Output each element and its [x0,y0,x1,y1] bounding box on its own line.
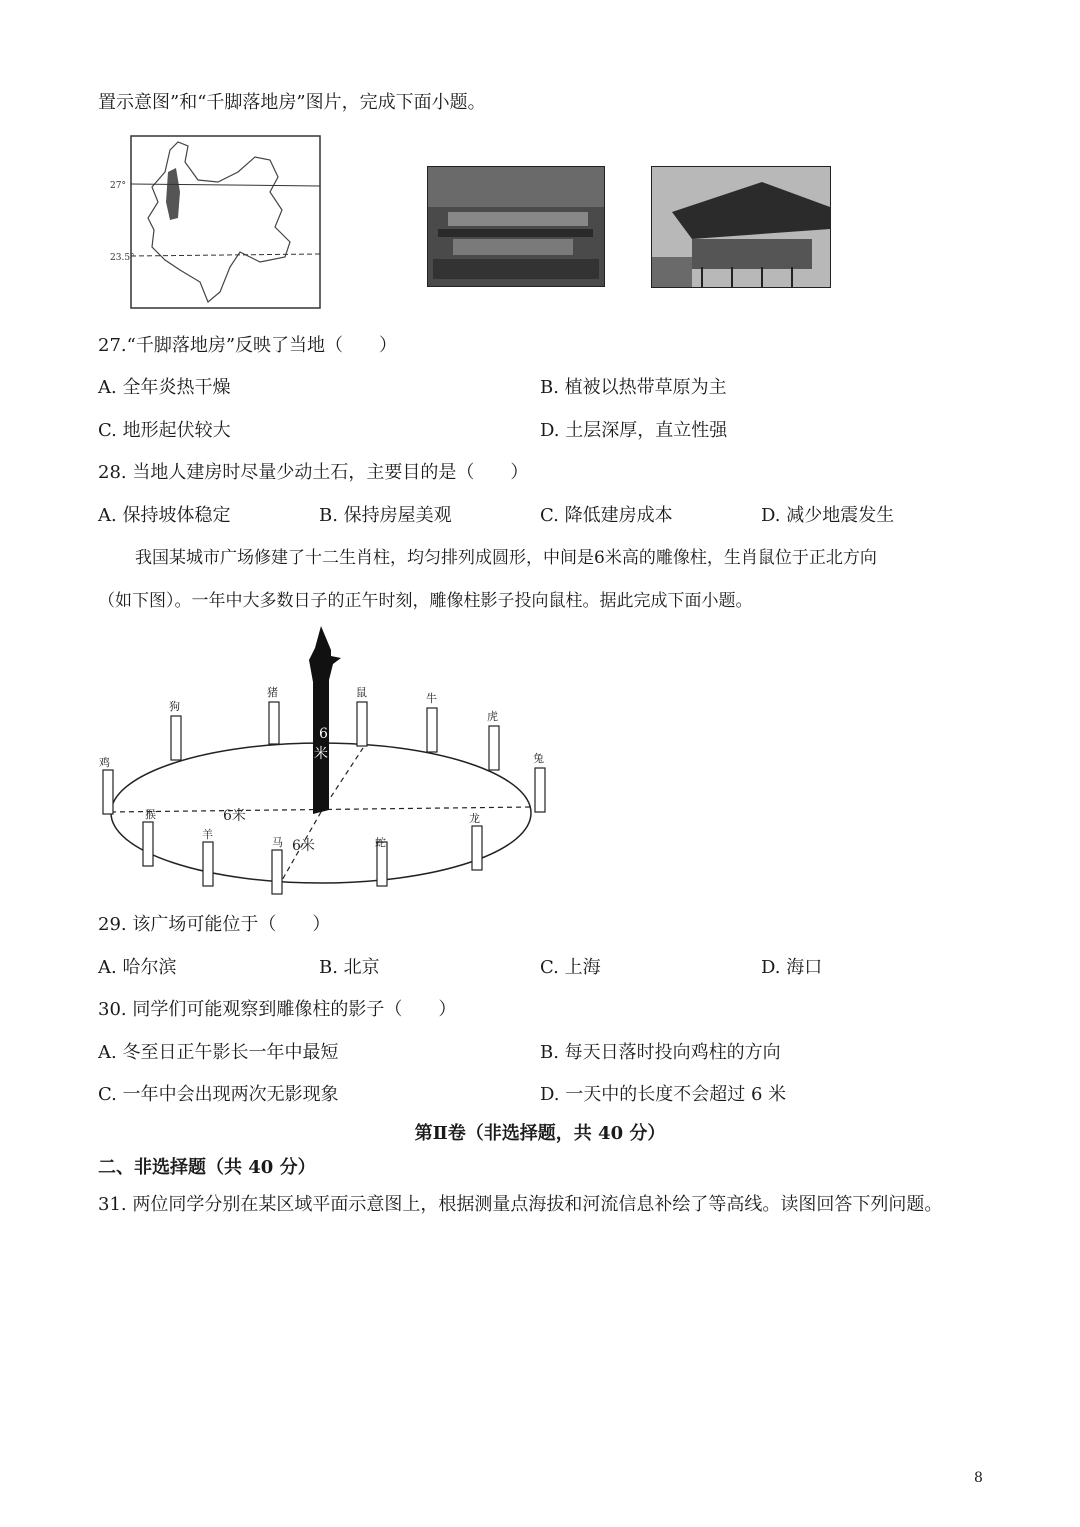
q27-option-a: A. 全年炎热干燥 [98,377,231,398]
zodiac-label-tiger: 虎 [487,710,498,723]
q27-option-b: B. 植被以热带草原为主 [540,377,727,398]
zodiac-label-pig: 猪 [267,686,278,699]
statue-height-label-1: 6 [319,726,328,742]
passage-line-2: （如下图）。一年中大多数日子的正午时刻，雕像柱影子投向鼠柱。据此完成下面小题。 [98,591,753,611]
house-photo-1 [427,166,605,287]
q29-option-b: B. 北京 [319,957,380,978]
zodiac-label-snake: 蛇 [375,836,386,849]
q28-stem: 28. 当地人建房时尽量少动土石，主要目的是（ ） [98,462,529,483]
zodiac-label-rooster: 鸡 [99,756,110,769]
q30-option-b: B. 每天日落时投向鸡柱的方向 [540,1042,781,1063]
q29-option-c: C. 上海 [540,957,601,978]
section2-title: 第Ⅱ卷（非选择题，共 40 分） [414,1123,666,1144]
zodiac-label-monkey: 猴 [145,808,156,821]
lat-27-label: 27° [110,181,126,191]
q28-option-b: B. 保持房屋美观 [319,505,452,526]
zodiac-label-rabbit: 兔 [533,752,544,765]
zodiac-label-ox: 牛 [426,692,437,705]
house-photo-2 [651,166,831,288]
zodiac-plaza-diagram [95,620,555,900]
q28-option-c: C. 降低建房成本 [540,505,673,526]
q30-option-c: C. 一年中会出现两次无影现象 [98,1084,339,1105]
q30-option-a: A. 冬至日正午影长一年中最短 [98,1042,339,1063]
passage-line-1: 我国某城市广场修建了十二生肖柱，均匀排列成圆形，中间是6米高的雕像柱，生肖鼠位于正北方向 [135,548,877,568]
q29-option-d: D. 海口 [761,957,823,978]
zodiac-label-horse: 马 [272,836,283,849]
q30-stem: 30. 同学们可能观察到雕像柱的影子（ ） [98,999,457,1020]
section2-heading: 二、非选择题（共 40 分） [98,1157,316,1178]
q28-option-d: D. 减少地震发生 [761,505,895,526]
q27-option-c: C. 地形起伏较大 [98,420,231,441]
yunnan-map [110,132,325,312]
radius-label-west: 6米 [223,808,246,824]
zodiac-label-goat: 羊 [202,828,213,841]
lat-23-label: 23.5° [110,253,135,263]
statue-height-label-2: 米 [314,746,328,762]
zodiac-label-dragon: 龙 [469,812,480,825]
radius-label-south: 6米 [292,838,315,854]
q29-stem: 29. 该广场可能位于（ ） [98,914,331,935]
q27-stem: 27.“千脚落地房”反映了当地（ ） [98,335,398,356]
q31-stem: 31. 两位同学分别在某区域平面示意图上，根据测量点海拔和河流信息补绘了等高线。读图回答下列问题。 [98,1194,943,1215]
q30-option-d: D. 一天中的长度不会超过 6 米 [540,1084,787,1105]
q29-option-a: A. 哈尔滨 [98,957,177,978]
page-number: 8 [974,1470,983,1486]
q28-option-a: A. 保持坡体稳定 [98,505,231,526]
intro-text: 置示意图”和“千脚落地房”图片，完成下面小题。 [98,92,486,113]
zodiac-label-dog: 狗 [169,700,180,713]
q27-option-d: D. 土层深厚，直立性强 [540,420,728,441]
zodiac-label-rat: 鼠 [356,686,367,699]
